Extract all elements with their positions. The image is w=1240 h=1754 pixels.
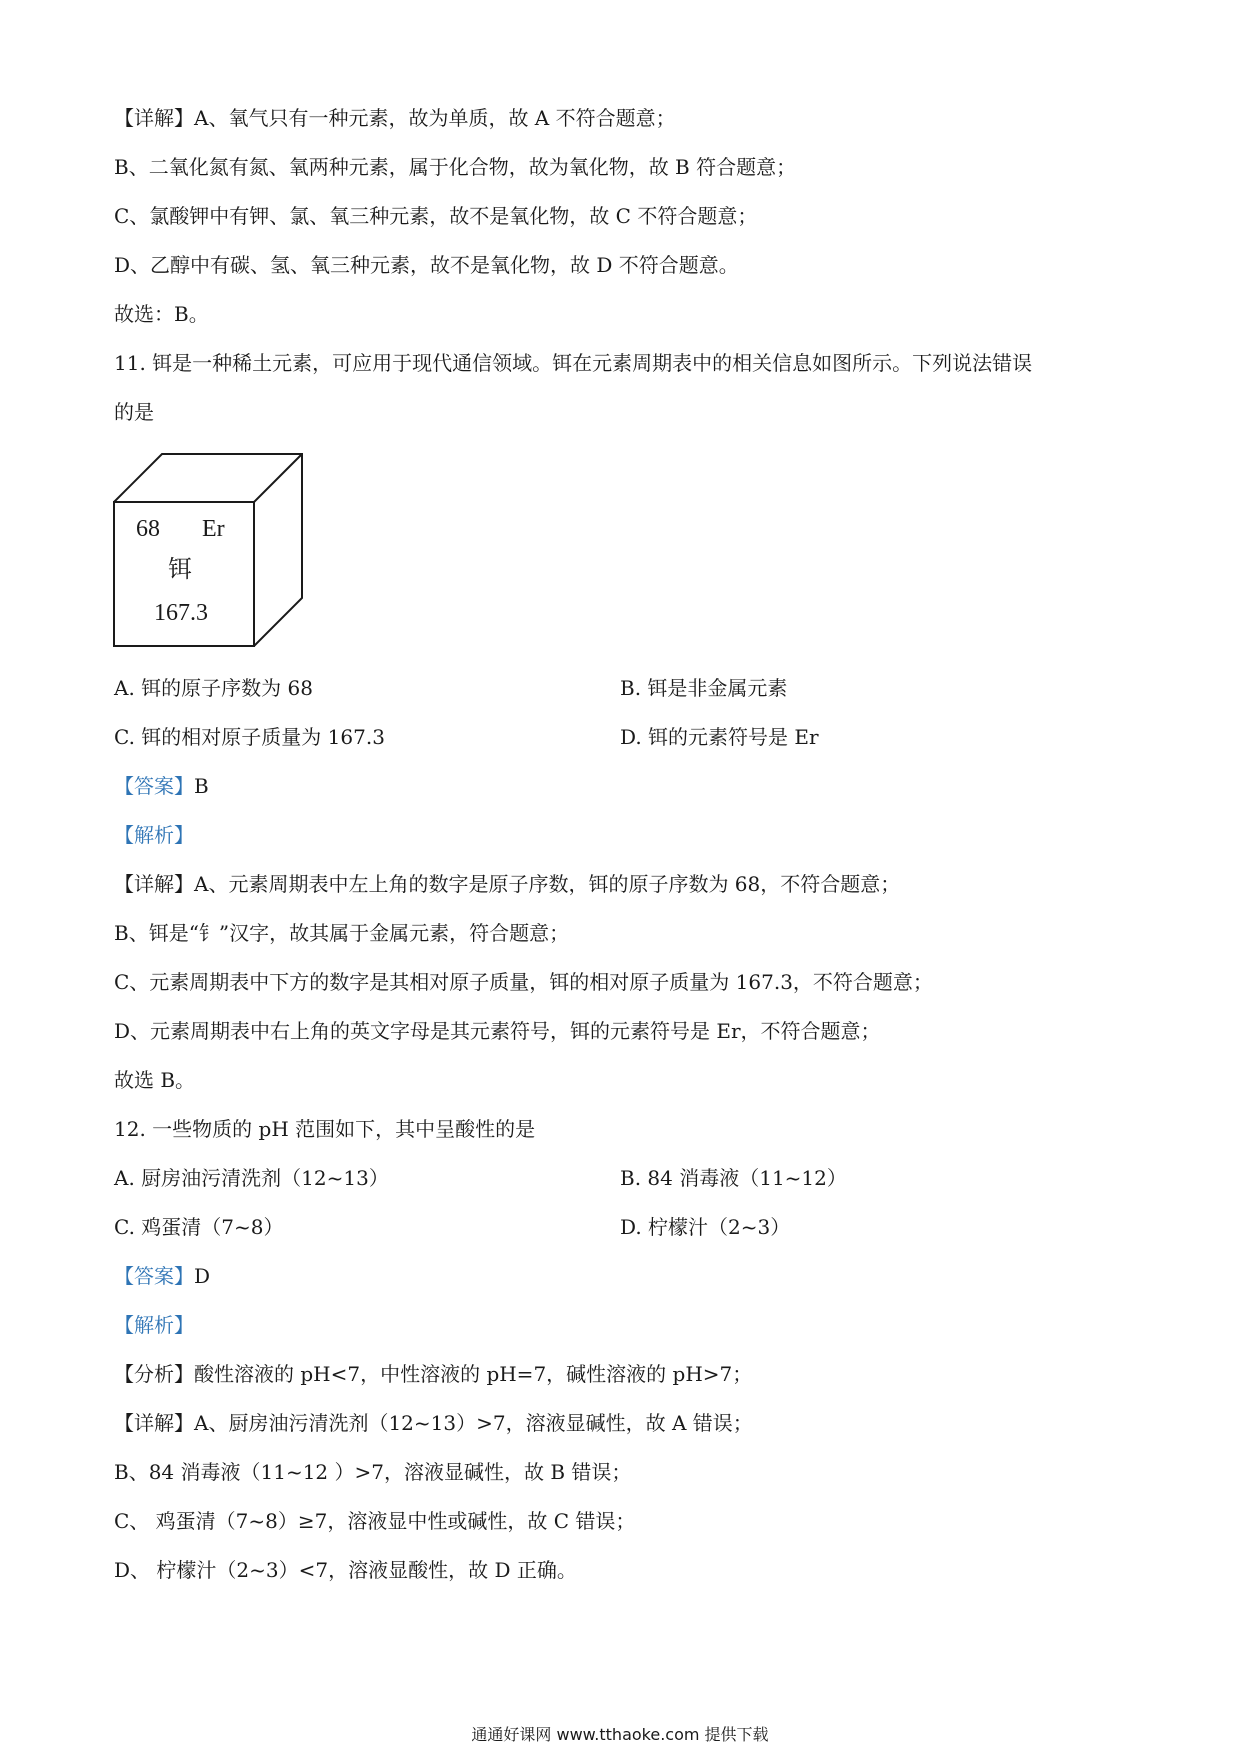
- detail-line-d: D、乙醇中有碳、氢、氧三种元素，故不是氧化物，故 D 不符合题意。: [114, 253, 739, 277]
- q12-analysis-label: 【解析】: [114, 1313, 194, 1337]
- q12-detail-a: 【详解】A、厨房油污清洗剂（12~13）>7，溶液显碱性，故 A 错误；: [114, 1411, 753, 1435]
- q11-detail-b: B、铒是“钅”汉字，故其属于金属元素，符合题意；: [114, 921, 570, 945]
- q12-analysis: 【分析】酸性溶液的 pH<7，中性溶液的 pH=7，碱性溶液的 pH>7；: [114, 1362, 753, 1386]
- question-11-text-cont: 的是: [114, 400, 154, 424]
- atomic-number: 68: [136, 516, 160, 542]
- detail-line-a: 【详解】A、氧气只有一种元素，故为单质，故 A 不符合题意；: [114, 106, 676, 130]
- q11-option-a: A. 铒的原子序数为 68: [114, 676, 313, 700]
- q12-detail-b: B、84 消毒液（11~12 ）>7，溶液显碱性，故 B 错误；: [114, 1460, 632, 1484]
- question-12-text: 12. 一些物质的 pH 范围如下，其中呈酸性的是: [114, 1117, 536, 1141]
- q11-answer: [114, 772, 1180, 800]
- cube-edge: [254, 454, 302, 502]
- detail-line-b: B、二氧化氮有氮、氧两种元素，属于化合物，故为氧化物，故 B 符合题意；: [114, 155, 797, 179]
- conclusion-line: 故选：B。: [114, 302, 209, 326]
- element-symbol: Er: [202, 516, 225, 542]
- page-footer: 通通好课网 www.tthaoke.com 提供下载: [471, 1725, 769, 1744]
- q11-conclusion: 故选 B。: [114, 1068, 196, 1092]
- element-card-figure: [112, 452, 308, 648]
- q11-option-d: D. 铒的元素符号是 Er: [620, 725, 819, 749]
- detail-line-c: C、氯酸钾中有钾、氯、氧三种元素，故不是氧化物，故 C 不符合题意；: [114, 204, 758, 228]
- q11-analysis-label: 【解析】: [114, 823, 194, 847]
- q11-detail-c: C、元素周期表中下方的数字是其相对原子质量，铒的相对原子质量为 167.3，不符合题意；: [114, 970, 933, 994]
- answer-label: 【答案】: [114, 1264, 194, 1288]
- q11-detail-d: D、元素周期表中右上角的英文字母是其元素符号，铒的元素符号是 Er，不符合题意；: [114, 1019, 881, 1043]
- q12-option-c: C. 鸡蛋清（7~8）: [114, 1215, 284, 1239]
- q12-option-b: B. 84 消毒液（11~12）: [620, 1166, 847, 1190]
- answer-label: 【答案】: [114, 774, 194, 798]
- answer-value: B: [194, 774, 209, 798]
- atomic-mass: 167.3: [154, 600, 208, 626]
- q12-detail-c: C、 鸡蛋清（7~8）≥7，溶液显中性或碱性，故 C 错误；: [114, 1509, 636, 1533]
- q12-option-a: A. 厨房油污清洗剂（12~13）: [114, 1166, 389, 1190]
- q12-answer: [114, 1262, 1180, 1290]
- q12-option-d: D. 柠檬汁（2~3）: [620, 1215, 791, 1239]
- q11-option-b: B. 铒是非金属元素: [620, 676, 788, 700]
- q11-option-c: C. 铒的相对原子质量为 167.3: [114, 725, 385, 749]
- q11-detail-a: 【详解】A、元素周期表中左上角的数字是原子序数，铒的原子序数为 68，不符合题意；: [114, 872, 901, 896]
- answer-value: D: [194, 1264, 211, 1288]
- q12-detail-d: D、 柠檬汁（2~3）<7，溶液显酸性，故 D 正确。: [114, 1558, 577, 1582]
- question-11-text: 11. 铒是一种稀土元素，可应用于现代通信领域。铒在元素周期表中的相关信息如图所示。下列说法错误: [114, 351, 1033, 375]
- element-name: 铒: [168, 557, 192, 583]
